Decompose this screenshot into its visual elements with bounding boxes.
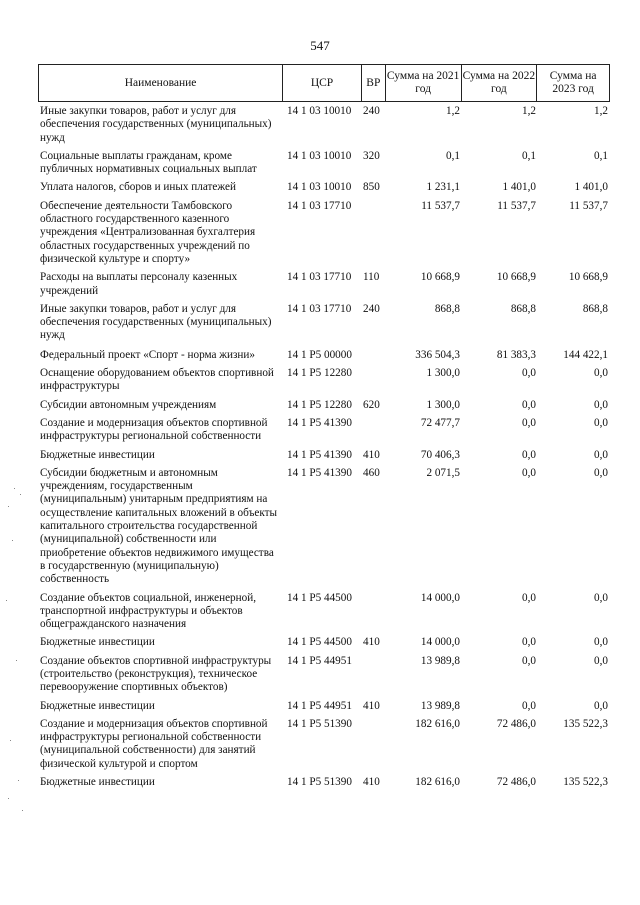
row-sum-2023: 135 522,3 <box>563 776 608 789</box>
row-csr: 14 1 P5 44500 <box>287 636 352 649</box>
row-sum-2021: 10 668,9 <box>420 271 460 284</box>
row-name: Бюджетные инвестиции <box>40 636 155 649</box>
row-vr: 240 <box>363 105 380 117</box>
row-sum-2022: 0,1 <box>522 149 536 162</box>
row-csr: 14 1 03 10010 <box>287 181 352 194</box>
row-sum-2022: 1 401,0 <box>502 181 536 194</box>
row-sum-2021: 1,2 <box>446 105 460 117</box>
row-vr: 110 <box>363 271 380 284</box>
table-row <box>38 636 610 649</box>
row-sum-2022: 0,0 <box>522 466 536 479</box>
row-sum-2023: 0,0 <box>594 398 608 411</box>
row-vr <box>362 718 386 771</box>
scan-speck <box>6 600 7 601</box>
row-name: Уплата налогов, сборов и иных платежей <box>40 181 236 194</box>
row-sum-2023: 868,8 <box>582 302 608 315</box>
row-sum-2021: 13 989,8 <box>420 654 460 667</box>
header-sum-2021: Сумма на 2021 год <box>386 65 462 101</box>
row-sum-2023: 0,0 <box>594 416 608 429</box>
header-sum-2023: Сумма на 2023 год <box>549 70 597 95</box>
scan-marks <box>0 480 30 820</box>
row-name: Социальные выплаты гражданам, кроме публичных нормативных социальных выплат <box>40 149 257 176</box>
row-sum-2021: 14 000,0 <box>420 636 460 649</box>
scan-speck <box>12 540 13 541</box>
row-name: Бюджетные инвестиции <box>40 699 155 712</box>
table-row <box>38 150 610 177</box>
scan-speck <box>16 660 17 661</box>
row-csr: 14 1 P5 51390 <box>287 776 352 789</box>
row-name: Бюджетные инвестиции <box>40 776 155 789</box>
table-row <box>38 349 610 362</box>
row-csr: 14 1 P5 44500 <box>287 591 352 604</box>
table-body <box>38 105 610 789</box>
row-csr: 14 1 P5 51390 <box>287 717 352 730</box>
header-sum-2022: Сумма на 2022 год <box>462 65 538 101</box>
row-sum-2023: 1,2 <box>594 105 608 117</box>
table-row <box>38 181 610 194</box>
table-row <box>38 776 610 789</box>
row-vr <box>362 367 386 394</box>
row-sum-2022: 11 537,7 <box>497 199 536 212</box>
table-row <box>38 105 610 145</box>
table-row <box>38 367 610 394</box>
row-vr: 620 <box>363 398 380 411</box>
row-vr <box>362 200 386 266</box>
row-csr: 14 1 03 10010 <box>287 149 352 162</box>
row-sum-2023: 0,0 <box>594 448 608 461</box>
table-header <box>38 64 610 102</box>
row-csr: 14 1 03 17710 <box>287 302 352 315</box>
row-sum-2023: 0,0 <box>594 699 608 712</box>
row-vr <box>362 349 386 362</box>
row-vr: 460 <box>363 466 380 479</box>
row-sum-2021: 11 537,7 <box>421 199 460 212</box>
row-sum-2023: 0,1 <box>594 149 608 162</box>
row-vr: 240 <box>363 302 380 315</box>
row-sum-2022: 72 486,0 <box>496 717 536 730</box>
row-vr <box>362 417 386 444</box>
row-sum-2022: 0,0 <box>522 699 536 712</box>
row-sum-2021: 13 989,8 <box>420 699 460 712</box>
table-row <box>38 700 610 713</box>
row-sum-2021: 1 300,0 <box>426 398 460 411</box>
row-vr: 410 <box>363 636 380 649</box>
scan-speck <box>18 780 19 781</box>
row-sum-2023: 0,0 <box>594 636 608 649</box>
table-row <box>38 303 610 343</box>
table-row <box>38 655 610 695</box>
row-sum-2021: 2 071,5 <box>426 466 460 479</box>
scan-speck <box>8 506 9 507</box>
scan-speck <box>14 488 15 489</box>
row-sum-2023: 0,0 <box>594 654 608 667</box>
row-sum-2023: 0,0 <box>594 591 608 604</box>
row-name: Субсидии автономным учреждениям <box>40 398 217 411</box>
row-sum-2022: 72 486,0 <box>496 776 536 789</box>
row-sum-2022: 0,0 <box>522 591 536 604</box>
row-sum-2022: 0,0 <box>522 367 536 380</box>
row-sum-2022: 10 668,9 <box>496 271 536 284</box>
row-sum-2021: 182 616,0 <box>415 776 460 789</box>
table-row <box>38 271 610 298</box>
row-vr: 850 <box>363 181 380 194</box>
row-name: Федеральный проект «Спорт - норма жизни» <box>40 348 255 361</box>
row-sum-2021: 70 406,3 <box>420 448 460 461</box>
table-row <box>38 417 610 444</box>
row-name: Бюджетные инвестиции <box>40 448 155 461</box>
row-sum-2022: 0,0 <box>522 448 536 461</box>
row-name: Создание объектов спортивной инфраструктуры (строительство (реконструкция), техническое перевооружение спортивных объектов) <box>40 654 272 694</box>
row-sum-2022: 0,0 <box>522 636 536 649</box>
table-row <box>38 467 610 587</box>
row-sum-2023: 144 422,1 <box>563 348 608 361</box>
row-csr: 14 1 P5 12280 <box>287 398 352 411</box>
row-vr: 410 <box>363 448 380 461</box>
row-sum-2023: 135 522,3 <box>563 717 608 730</box>
row-name: Создание и модернизация объектов спортивной инфраструктуры региональной собственности <box>40 416 268 443</box>
row-sum-2021: 1 300,0 <box>426 367 460 380</box>
row-sum-2022: 0,0 <box>522 416 536 429</box>
row-csr: 14 1 03 17710 <box>287 271 352 284</box>
row-sum-2021: 72 477,7 <box>420 416 460 429</box>
scan-speck <box>8 798 9 799</box>
row-name: Создание и модернизация объектов спортивной инфраструктуры региональной собственности (муниципальной собственности) для занятий физической культурой и спортом <box>40 717 268 770</box>
scan-speck <box>10 740 11 741</box>
page-number: 547 <box>310 38 330 53</box>
row-vr: 320 <box>363 149 380 162</box>
row-csr: 14 1 P5 41390 <box>287 448 352 461</box>
table-row <box>38 449 610 462</box>
table-row <box>38 718 610 771</box>
row-sum-2023: 1 401,0 <box>574 181 608 194</box>
row-vr <box>362 655 386 695</box>
row-name: Оснащение оборудованием объектов спортивной инфраструктуры <box>40 367 274 393</box>
row-csr: 14 1 P5 00000 <box>287 348 352 361</box>
row-csr: 14 1 P5 12280 <box>287 367 352 380</box>
row-csr: 14 1 03 10010 <box>287 105 352 117</box>
scan-speck <box>22 810 23 811</box>
row-sum-2023: 11 537,7 <box>569 199 608 212</box>
row-name: Обеспечение деятельности Тамбовского областного государственного казенного учреждения «Централизованная бухгалтерия областных государственных учреждений по физической культуре и спорту» <box>40 199 256 265</box>
row-vr: 410 <box>363 776 380 789</box>
row-name: Расходы на выплаты персоналу казенных учреждений <box>40 271 238 297</box>
row-sum-2023: 0,0 <box>594 466 608 479</box>
row-sum-2021: 1 231,1 <box>426 181 460 194</box>
row-sum-2022: 0,0 <box>522 654 536 667</box>
row-vr <box>362 592 386 632</box>
table-row <box>38 200 610 266</box>
row-csr: 14 1 P5 41390 <box>287 466 352 479</box>
row-sum-2021: 14 000,0 <box>420 591 460 604</box>
row-sum-2022: 1,2 <box>522 105 536 117</box>
row-name: Иные закупки товаров, работ и услуг для обеспечения государственных (муниципальных) нужд <box>40 302 272 342</box>
row-name: Субсидии бюджетным и автономным учреждениям, государственным (муниципальным) унитарным предприятиям на осуществление капитальных вложений в объекты капитального строительства государственной (муниципальной) собственности или приобретение объектов недвижимого имущества в государственную (муниципальную) собственность <box>40 466 278 586</box>
header-vr: ВР <box>362 65 386 101</box>
table-row <box>38 592 610 632</box>
row-sum-2021: 336 504,3 <box>415 348 460 361</box>
row-sum-2022: 0,0 <box>522 398 536 411</box>
row-sum-2021: 0,1 <box>446 149 460 162</box>
row-vr: 410 <box>363 699 380 712</box>
row-csr: 14 1 03 17710 <box>287 199 352 212</box>
row-sum-2023: 10 668,9 <box>568 271 608 284</box>
row-sum-2022: 81 383,3 <box>496 348 536 361</box>
row-sum-2023: 0,0 <box>594 367 608 380</box>
scan-speck <box>20 494 21 495</box>
header-name: Наименование <box>39 65 283 101</box>
row-csr: 14 1 P5 44951 <box>287 654 352 667</box>
row-sum-2021: 182 616,0 <box>415 717 460 730</box>
row-sum-2021: 868,8 <box>434 302 460 315</box>
row-csr: 14 1 P5 41390 <box>287 416 352 429</box>
table-row <box>38 399 610 412</box>
row-csr: 14 1 P5 44951 <box>287 699 352 712</box>
row-sum-2022: 868,8 <box>510 302 536 315</box>
row-name: Иные закупки товаров, работ и услуг для обеспечения государственных (муниципальных) нужд <box>40 105 272 144</box>
header-csr: ЦСР <box>283 65 362 101</box>
row-name: Создание объектов социальной, инженерной, транспортной инфраструктуры и объектов общегражданского назначения <box>40 591 257 631</box>
